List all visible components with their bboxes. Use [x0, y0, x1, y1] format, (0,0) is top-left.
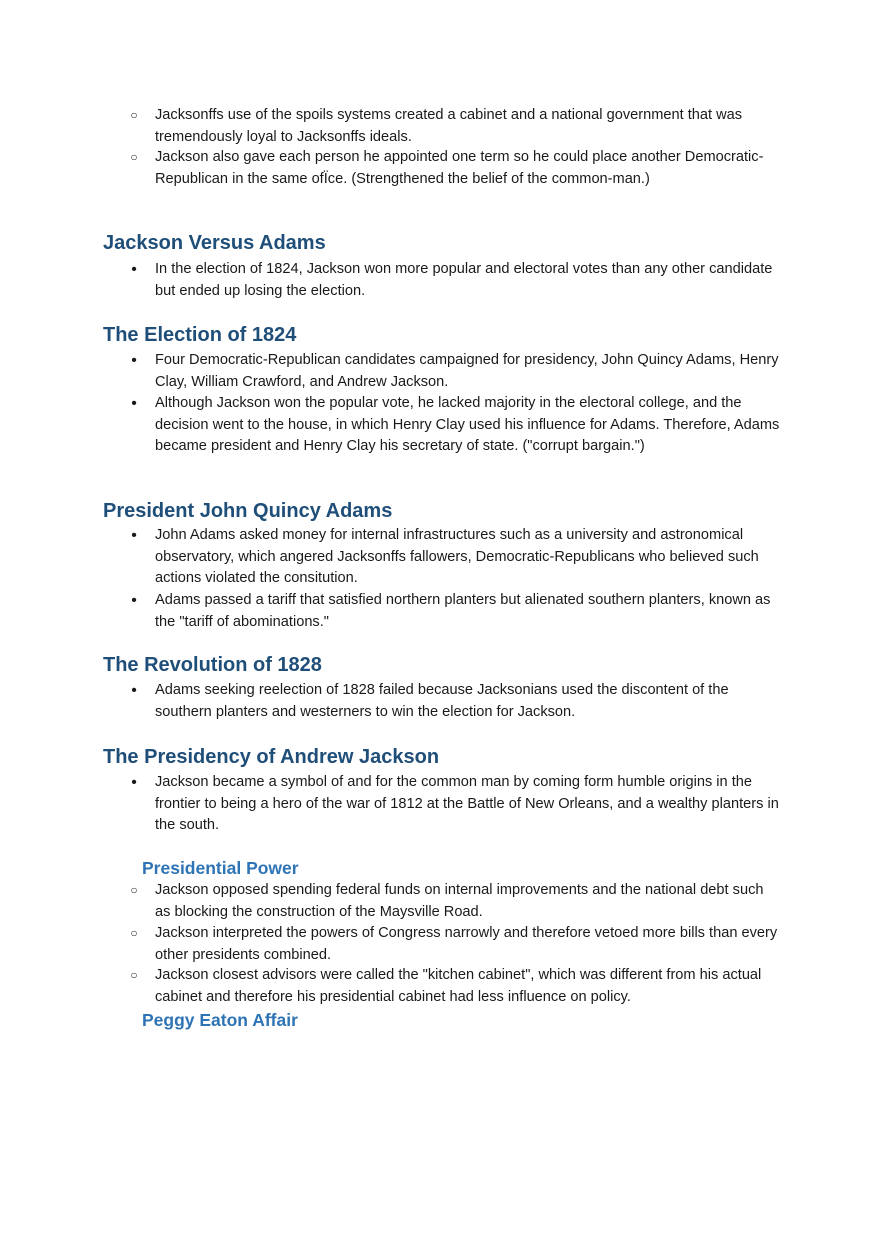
list-item [130, 923, 780, 966]
list-item [130, 880, 780, 923]
bullet-icon: • [131, 682, 137, 699]
list-item [131, 525, 780, 590]
list-item-text: Jackson also gave each person he appointed one term so he could place another Democratic-Republican in the same ofÏce. (Strengthened the belief of the common-man.) [155, 149, 764, 187]
list-item-text: Adams passed a tariff that satisfied northern planters but alienated southern planters, known as the "tariff of abominations." [155, 592, 771, 630]
bullet-icon: • [131, 395, 137, 412]
bullet-icon: • [131, 774, 137, 791]
section-heading: Jackson Versus Adams [103, 232, 326, 254]
list-item-text: Jackson opposed spending federal funds on internal improvements and the national debt such as blocking the construction of the Maysville Road. [155, 882, 764, 920]
circle-bullet-icon: ○ [130, 108, 138, 122]
bullet-icon: • [131, 261, 137, 278]
bullet-icon: • [131, 352, 137, 369]
subsection-heading: Peggy Eaton Affair [142, 1010, 298, 1030]
section-heading: The Revolution of 1828 [103, 654, 322, 676]
circle-bullet-icon: ○ [130, 968, 138, 982]
circle-bullet-icon: ○ [130, 150, 138, 164]
bullet-icon: • [131, 527, 137, 544]
list-item-text: Although Jackson won the popular vote, he lacked majority in the electoral college, and the decision went to the house, in which Henry Clay used his influence for Adams. Therefore, Adams became president and Henry Clay his secretary of state. ("corrupt bargain.") [155, 395, 780, 454]
list-item-text: Jackson closest advisors were called the "kitchen cabinet", which was different from his actual cabinet and therefore his presidential cabinet had less influence on policy. [155, 967, 762, 1005]
bullet-icon: • [131, 592, 137, 609]
section-heading: The Presidency of Andrew Jackson [103, 746, 440, 768]
list-item [130, 105, 780, 148]
list-item [131, 680, 780, 723]
list-item [131, 350, 780, 393]
list-item-text: Jackson interpreted the powers of Congress narrowly and therefore vetoed more bills than every other presidents combined. [155, 925, 778, 963]
circle-bullet-icon: ○ [130, 883, 138, 897]
list-item-text: Four Democratic-Republican candidates campaigned for presidency, John Quincy Adams, Henry Clay, William Crawford, and Andrew Jackson. [155, 352, 779, 390]
list-item [131, 259, 780, 302]
list-item-text: John Adams asked money for internal infrastructures such as a university and astronomical observatory, which angered Jacksonffs fallowers, Democratic-Republicans who believed such actions violated the consitution. [155, 527, 759, 586]
section-heading: The Election of 1824 [103, 324, 297, 346]
circle-bullet-icon: ○ [130, 926, 138, 940]
list-item-text: In the election of 1824, Jackson won more popular and electoral votes than any other candidate but ended up losing the election. [155, 261, 773, 299]
list-item [130, 147, 780, 190]
section-heading: President John Quincy Adams [103, 500, 393, 522]
list-item-text: Adams seeking reelection of 1828 failed because Jacksonians used the discontent of the southern planters and westerners to win the election for Jackson. [155, 682, 729, 720]
list-item-text: Jackson became a symbol of and for the common man by coming form humble origins in the frontier to being a hero of the war of 1812 at the Battle of New Orleans, and a wealthy planters in the south. [155, 774, 779, 833]
list-item-text: Jacksonffs use of the spoils systems created a cabinet and a national government that was tremendously loyal to Jacksonffs ideals. [155, 107, 743, 145]
list-item [131, 772, 780, 837]
list-item [131, 393, 780, 458]
list-item [130, 965, 780, 1008]
list-item [131, 590, 780, 633]
subsection-heading: Presidential Power [142, 858, 299, 878]
